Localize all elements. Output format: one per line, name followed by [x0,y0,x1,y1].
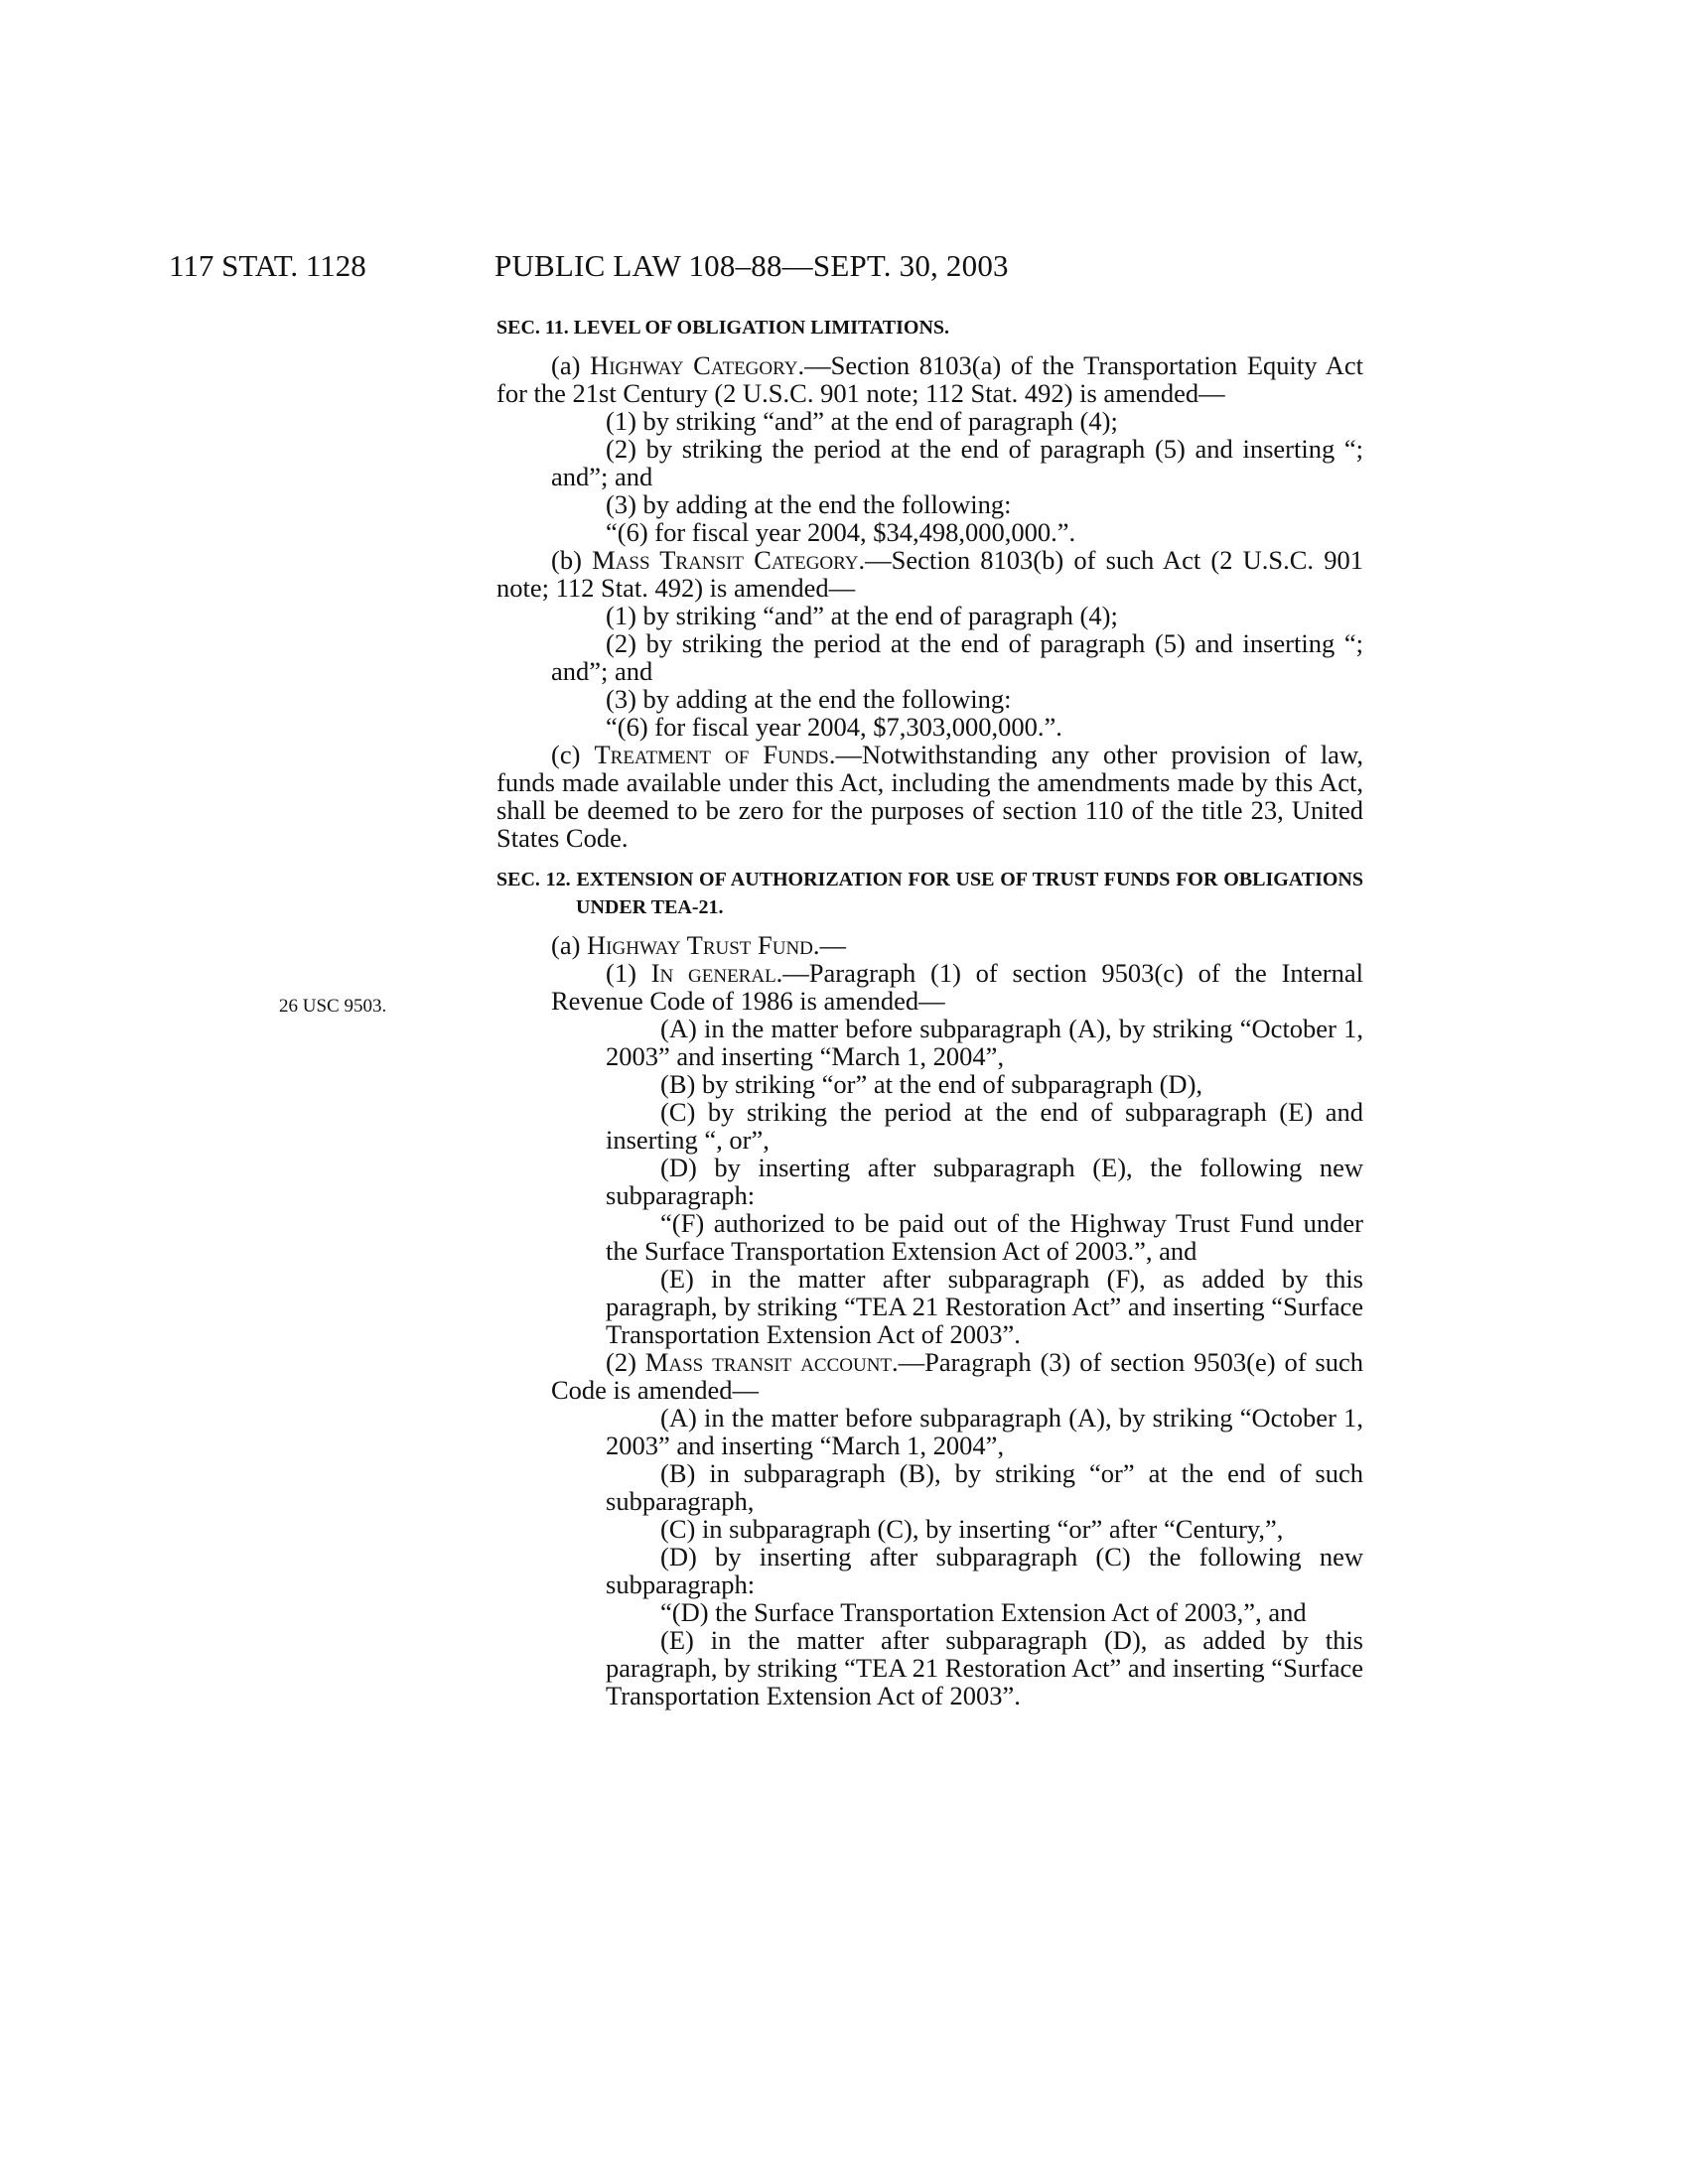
public-law-citation: PUBLIC LAW 108–88—SEPT. 30, 2003 [494,248,1009,283]
section-11-b: (b) Mass Transit Category.—Section 8103(b) of such Act (2 U.S.C. 901 note; 112 Stat. 492) is amended— [496,545,1363,603]
section-11-b3: (3) by adding at the end the following: [606,684,1012,714]
section-12-a2-C: (C) in subparagraph (C), by inserting “or” after “Century,”, [660,1514,1284,1544]
section-11-b1: (1) by striking “and” at the end of paragraph (4); [606,601,1118,630]
section-12-a2-E: (E) in the matter after subparagraph (D), as added by this paragraph, by striking “TEA 21 Restoration Act” and inserting “Surface Transportation Extension Act of 2003”. [606,1625,1363,1710]
section-11-a: (a) Highway Category.—Section 8103(a) of the Transportation Equity Act for the 21st Century (2 U.S.C. 901 note; 112 Stat. 492) is amended— [496,350,1363,408]
section-12-a1-D: (D) by inserting after subparagraph (E), the following new subparagraph: [606,1153,1363,1210]
section-12-a1-E: (E) in the matter after subparagraph (F), as added by this paragraph, by striking “TEA 21 Restoration Act” and inserting “Surface Transportation Extension Act of 2003”. [606,1264,1363,1349]
section-12-a: (a) Highway Trust Fund.— [551,930,847,960]
section-12-a1: (1) In general.—Paragraph (1) of section 9503(c) of the Internal Revenue Code of 1986 is amended— [551,958,1363,1016]
section-11-b2: (2) by striking the period at the end of paragraph (5) and inserting “; and”; and [551,628,1363,686]
section-11-c: (c) Treatment of Funds.—Notwithstanding any other provision of law, funds made available under this Act, including the amendments made by this Act, shall be deemed to be zero for the purposes of section 110 of the title 23, United States Code. [496,740,1363,853]
section-11-a3: (3) by adding at the end the following: [606,489,1012,519]
statute-page-number: 117 STAT. 1128 [169,248,366,283]
section-11-a3-quote: “(6) for fiscal year 2004, $34,498,000,000.”. [606,517,1076,547]
section-11-a2: (2) by striking the period at the end of paragraph (5) and inserting “; and”; and [551,434,1363,491]
section-12-a2: (2) Mass transit account.—Paragraph (3) of section 9503(e) of such Code is amended— [551,1347,1363,1405]
section-12-a2-A: (A) in the matter before subparagraph (A), by striking “October 1, 2003” and inserting “March 1, 2004”, [606,1403,1363,1460]
section-12-heading: SEC. 12. EXTENSION OF AUTHORIZATION FOR USE OF TRUST FUNDS FOR OBLIGATIONS UNDER TEA-21. [496,869,1363,918]
section-12-a1-D-quote: “(F) authorized to be paid out of the Highway Trust Fund under the Surface Transportation Extension Act of 2003.”, and [606,1208,1363,1266]
section-12-a1-B: (B) by striking “or” at the end of subparagraph (D), [660,1069,1203,1099]
margin-note: 26 USC 9503. [279,996,387,1017]
section-11-b3-quote: “(6) for fiscal year 2004, $7,303,000,000.”. [606,712,1062,742]
running-header [0,246,1688,286]
section-12-a2-D: (D) by inserting after subparagraph (C) the following new subparagraph: [606,1542,1363,1599]
document-body [496,314,1363,1709]
section-11-heading: SEC. 11. LEVEL OF OBLIGATION LIMITATIONS. [496,317,950,339]
section-12-a1-A: (A) in the matter before subparagraph (A), by striking “October 1, 2003” and inserting “March 1, 2004”, [606,1014,1363,1071]
section-12-a1-C: (C) by striking the period at the end of subparagraph (E) and inserting “, or”, [606,1097,1363,1155]
section-12-a2-B: (B) in subparagraph (B), by striking “or” at the end of such subparagraph, [606,1458,1363,1516]
section-12-a2-D-quote: “(D) the Surface Transportation Extension Act of 2003,”, and [660,1597,1307,1627]
section-11-a1: (1) by striking “and” at the end of paragraph (4); [606,406,1118,436]
